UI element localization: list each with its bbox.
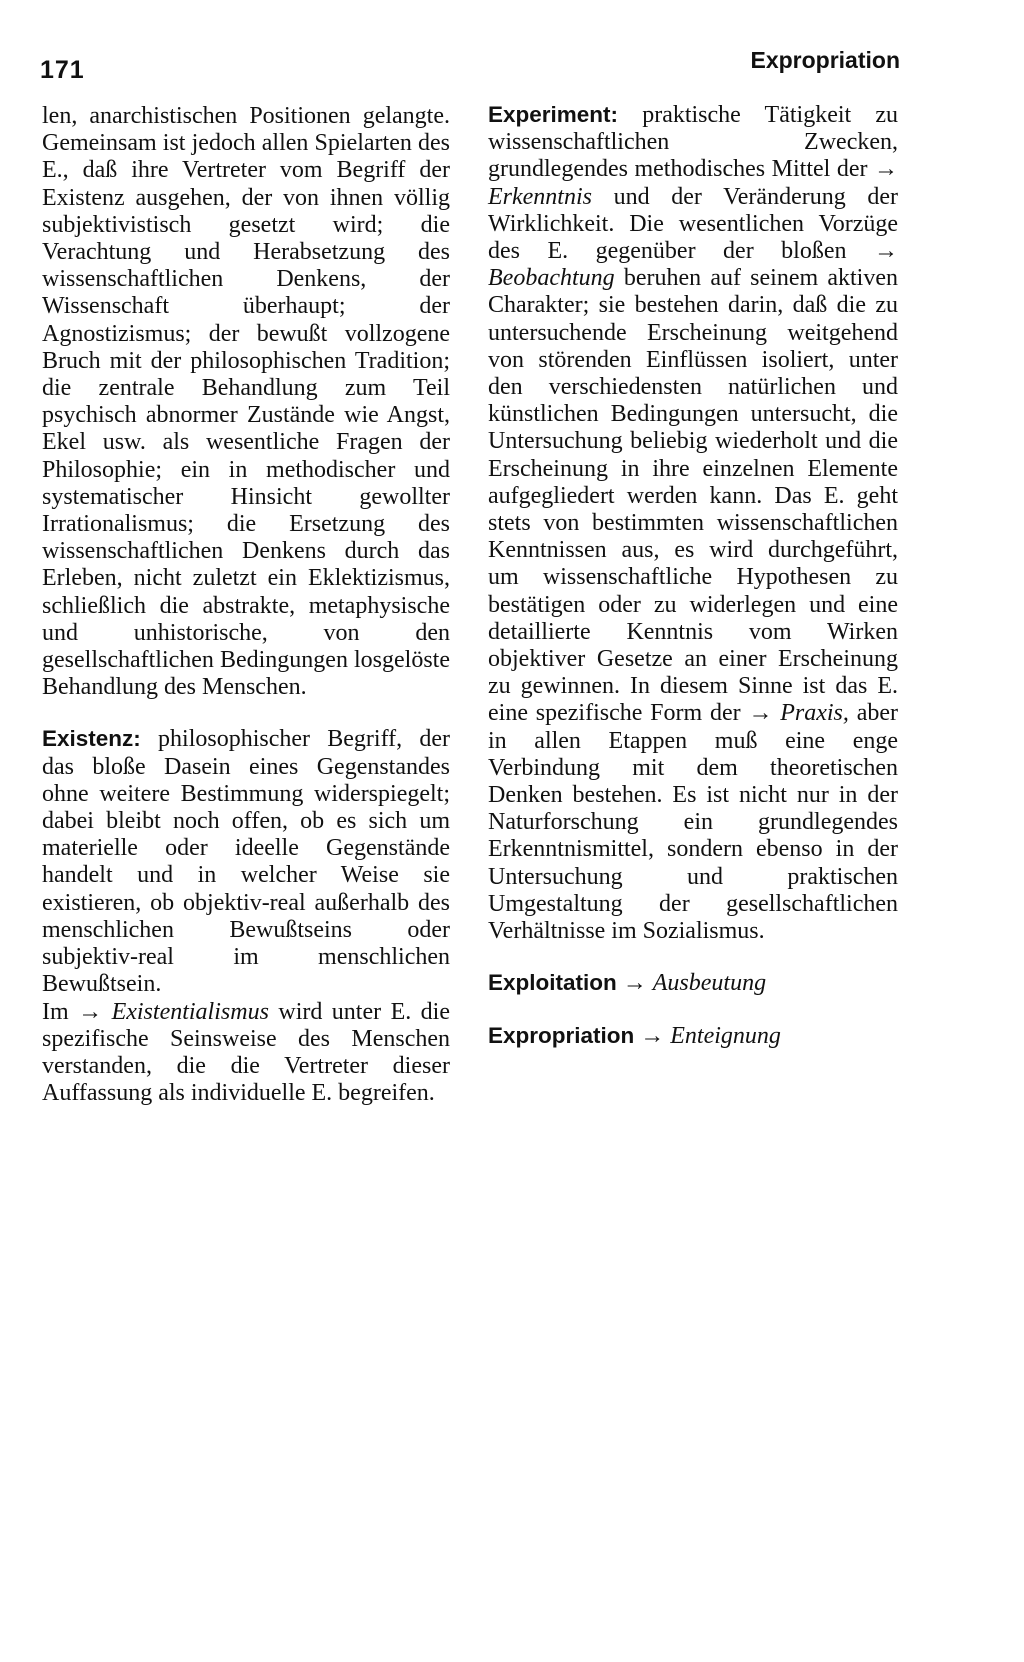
entry-text: beruhen auf seinem aktiven Charakter; sie bestehen darin, daß die zu untersuchende Erscheinung weitgehend von störenden Einflüssen isoliert, unter den verschiedensten natürlichen und künstlichen Bedingungen untersucht, die Untersuchung beliebig wiederholt und die Erscheinung in ihre einzelnen Elemente aufgegliedert werden kann. Das E. geht stets von bestimmten wissenschaftlichen Kenntnissen aus, es wird durchgeführt, um wissenschaftliche Hypothesen zu bestätigen oder zu widerlegen und eine detaillierte Kenntnis vom Wirken objektiver Gesetze an einer Erscheinung zu gewinnen. In diesem Sinne ist das E. eine spezifische Form der [488,265,899,727]
cross-reference-enteignung[interactable]: Enteignung [670,1022,781,1049]
cross-reference-ausbeutung[interactable]: Ausbeutung [652,970,767,997]
arrow-icon: → [622,970,647,997]
arrow-icon: → [874,156,899,183]
lemma-experiment: Experiment: [488,102,619,127]
arrow-icon: → [874,238,898,265]
entry-text: philosophischer Begriff, der das bloße Dasein eines Gegenstandes ohne weitere Bestimmung widerspiegelt; dabei bleibt noch offen, ob es sich um materielle oder ideelle Gegenstände handelt und in welcher Weise sie existieren, ob objektiv-real außerhalb des menschlichen Bewußtseins oder subjektiv-real im menschlichen Bewußtsein. [42,726,451,998]
arrow-icon: → [748,700,773,727]
running-head: Expropriation [750,47,900,73]
right-column [488,101,898,1074]
entry-text: aber in allen Etappen muß eine enge Verbindung mit dem theoretischen Denken bestehen. Es ist nicht nur in der Naturforschung ein grundlegendes Erkenntnismittel, sondern ebenso in der Untersuchung und praktischen Umgestaltung der gesellschaftlichen Verhältnisse im Sozialismus. [488,700,898,945]
lemma-existenz: Existenz: [42,726,141,752]
entry-paragraph [42,725,450,998]
cross-reference-erkenntnis[interactable]: Erkenntnis [488,183,592,210]
entry-text: wird unter E. die spezifische Seinsweise des Menschen verstanden, die die Vertreter dieser Auffassung als individuelle E. begreifen. [42,998,450,1107]
cross-reference-praxis[interactable]: Praxis, [780,700,849,727]
lemma-expropriation: Expropriation [488,1022,635,1048]
arrow-icon: → [78,998,103,1025]
lemma-exploitation: Exploitation [488,970,617,996]
entry-experiment [488,101,898,945]
entry-text: Im [42,998,69,1025]
left-column [42,103,450,1131]
cross-reference-existentialismus[interactable]: Existentialismus [111,998,269,1025]
entry-expropriation [488,1022,898,1050]
entry-text: praktische Tätigkeit zu wissenschaftlichen Zwecken, grundlegendes methodisches Mittel der [488,102,898,183]
arrow-icon: → [640,1022,665,1049]
entry-paragraph [488,101,898,945]
entry-text: len, anarchistischen Positionen gelangte. Gemeinsam ist jedoch allen Spielarten des E., daß ihre Vertreter vom Begriff der Existenz ausgehen, der von ihnen völlig subjektivistisch gesetzt wird; die Verachtung und Herabsetzung des wissenschaftlichen Denkens, der Wissenschaft überhaupt; der Agnostizismus; der bewußt vollzogene Bruch mit der philosophischen Tradition; die zentrale Behandlung zum Teil psychisch abnormer Zustände wie Angst, Ekel usw. als wesentliche Fragen der Philosophie; ein in methodischer und systematischer Hinsicht gewollter Irrationalismus; die Ersetzung des wissenschaftlichen Denkens durch das Erleben, nicht zuletzt ein Eklektizismus, schließlich die abstrakte, metaphysische und unhistorische, von den gesellschaftlichen Bedingungen losgelöste Behandlung des Menschen. [42,103,450,701]
cross-reference-beobachtung[interactable]: Beobachtung [488,265,615,292]
entry-exploitation [488,969,898,997]
continued-entry-existentialismus [42,103,450,701]
entry-existenz [42,725,450,1107]
page-number: 171 [40,56,85,84]
entry-paragraph [42,999,450,1108]
entry-text: und der Veränderung der Wirklichkeit. Die wesentlichen Vorzüge des E. gegenüber der bloßen [488,183,899,265]
